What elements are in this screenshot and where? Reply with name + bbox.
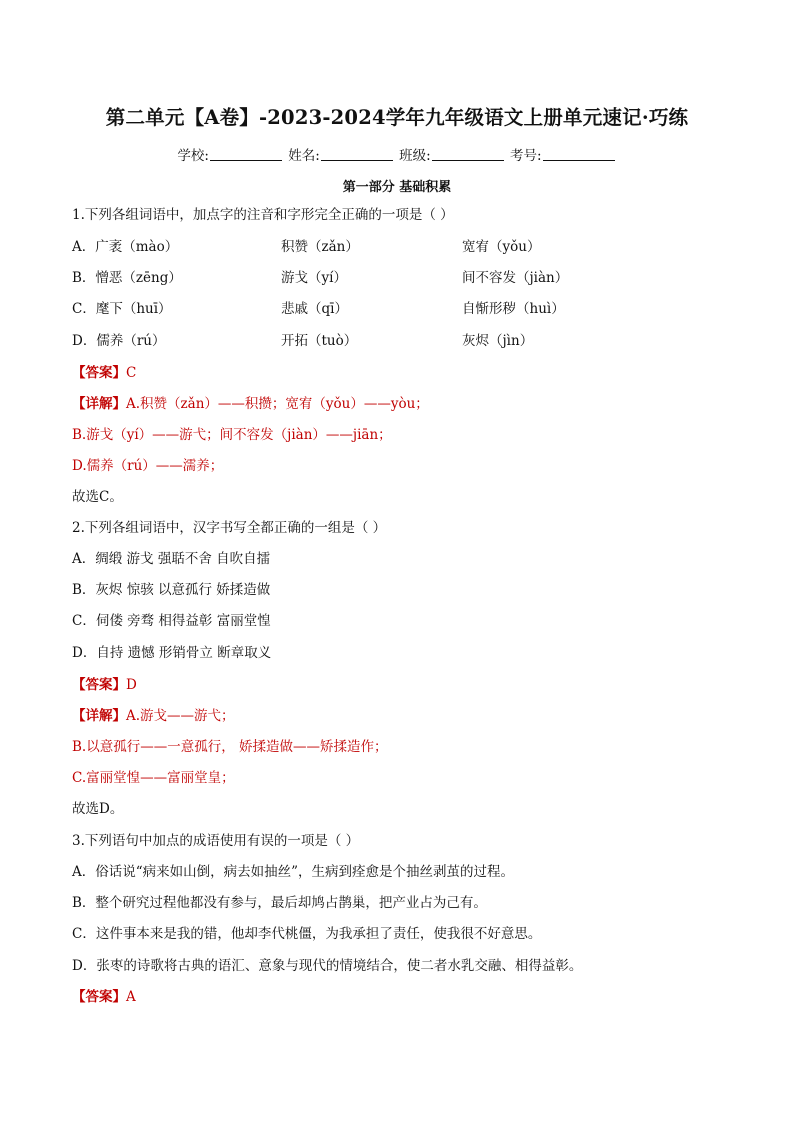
q3-answer xyxy=(72,988,136,1006)
q1-c-3: 自惭形秽（huì） xyxy=(462,301,565,317)
q1-detail-3: D.儒养（rú）——濡养； xyxy=(72,458,224,474)
q1-a-3: 宽宥（yǒu） xyxy=(462,239,541,255)
q2-stem: 2.下列各组词语中，汉字书写全都正确的一组是（ ） xyxy=(72,520,387,536)
q3-stem: 3.下列语句中加点的成语使用有误的一项是（ ） xyxy=(72,833,360,849)
q1-c-2: 悲戚（qī） xyxy=(281,301,348,317)
q2-option-a: A．绸缎 游戈 强聒不舍 自吹自擂 xyxy=(72,551,271,567)
q1-b-2: 游戈（yí） xyxy=(281,270,347,286)
answer-value: A xyxy=(126,989,136,1005)
q1-c-1: C．麾下（huī） xyxy=(72,301,172,317)
school-field[interactable] xyxy=(210,148,282,161)
detail-text: A.游戈——游弋； xyxy=(126,708,235,724)
q3-option-c: C．这件事本来是我的错，他却李代桃僵，为我承担了责任，使我很不好意思。 xyxy=(72,926,542,942)
name-field[interactable] xyxy=(321,148,393,161)
school-label: 学校: xyxy=(177,148,209,164)
q1-detail-1 xyxy=(72,395,429,413)
q1-d-1: D．儒养（rú） xyxy=(72,333,166,349)
q1-stem: 1.下列各组词语中，加点字的注音和字形完全正确的一项是（ ） xyxy=(72,207,454,223)
answer-value: C xyxy=(126,365,137,381)
q1-a-1: A．广袤（mào） xyxy=(72,239,179,255)
q1-detail-2: B.游戈（yí）——游弋；间不容发（jiàn）——jiān； xyxy=(72,427,392,443)
q3-option-d: D．张枣的诗歌将古典的语汇、意象与现代的情境结合，使二者水乳交融、相得益彰。 xyxy=(72,958,583,974)
q2-option-c: C．伺偻 旁骛 相得益彰 富丽堂惶 xyxy=(72,613,271,629)
q1-b-3: 间不容发（jiàn） xyxy=(462,270,569,286)
q1-d-3: 灰烬（jìn） xyxy=(462,333,534,349)
q3-option-a: A．俗话说“病来如山倒，病去如抽丝”，生病到痊愈是个抽丝剥茧的过程。 xyxy=(72,864,515,880)
q1-answer xyxy=(72,364,136,382)
number-field[interactable] xyxy=(543,148,615,161)
answer-value: D xyxy=(126,677,137,693)
q1-conclusion: 故选C。 xyxy=(72,489,123,505)
q1-b-1: B．憎恶（zēng） xyxy=(72,270,182,286)
q2-conclusion: 故选D。 xyxy=(72,801,124,817)
q1-a-2: 积赞（zǎn） xyxy=(281,239,359,255)
detail-text: A.积赞（zǎn）——积攒；宽宥（yǒu）——yòu； xyxy=(126,396,429,412)
q2-option-d: D．自持 遗憾 形销骨立 断章取义 xyxy=(72,645,272,661)
q2-detail-1 xyxy=(72,707,235,725)
detail-tag: 【详解】 xyxy=(72,708,126,724)
student-info-line xyxy=(0,144,794,164)
q2-detail-3: C.富丽堂惶——富丽堂皇； xyxy=(72,770,235,786)
class-label: 班级: xyxy=(399,148,431,164)
section-heading: 第一部分 基础积累 xyxy=(342,180,452,195)
answer-tag: 【答案】 xyxy=(72,989,126,1005)
name-label: 姓名: xyxy=(288,148,320,164)
q2-detail-2: B.以意孤行——一意孤行， 娇揉造做——矫揉造作； xyxy=(72,739,388,755)
detail-tag: 【详解】 xyxy=(72,396,126,412)
q2-answer xyxy=(72,676,137,694)
page-title: 第二单元【A卷】-2023-2024学年九年级语文上册单元速记·巧练 xyxy=(105,106,689,129)
q1-d-2: 开拓（tuò） xyxy=(281,333,358,349)
answer-tag: 【答案】 xyxy=(72,677,126,693)
class-field[interactable] xyxy=(432,148,504,161)
q3-option-b: B．整个研究过程他都没有参与，最后却鸠占鹊巢，把产业占为己有。 xyxy=(72,895,487,911)
q2-option-b: B．灰烬 惊骇 以意孤行 娇揉造做 xyxy=(72,582,271,598)
answer-tag: 【答案】 xyxy=(72,365,126,381)
number-label: 考号: xyxy=(510,148,542,164)
